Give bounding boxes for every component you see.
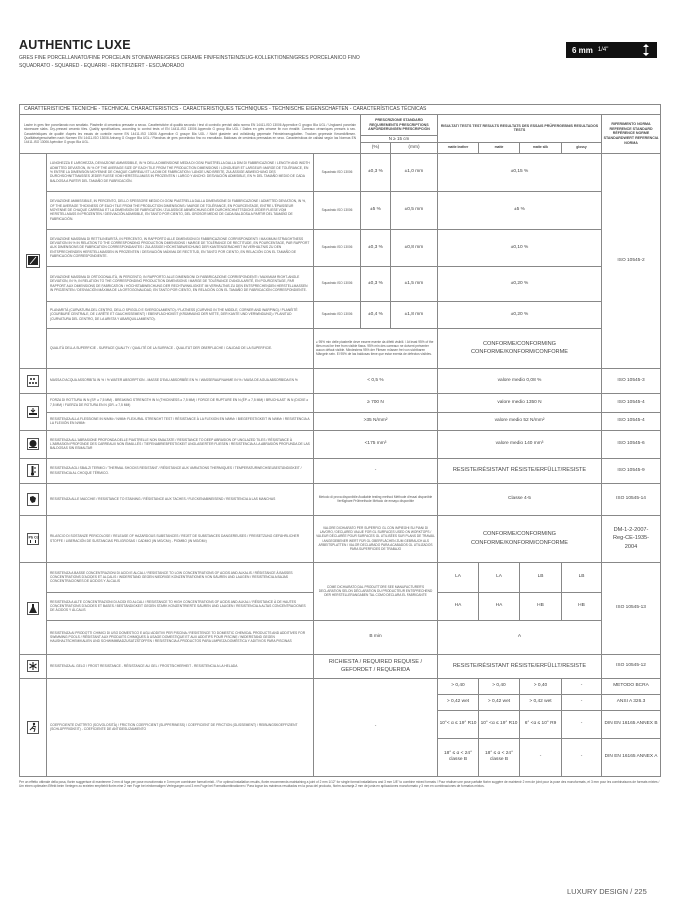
reference: ISO 10545-6 bbox=[602, 430, 661, 458]
table-title: CARATTERISTICHE TECNICHE - TECHNICAL CHARACTERISTICS - CARACTERISTIQUES TECHNIQUES - TECHNISCHE EIGENSCHAFTEN - CARACTERÍSTICAS TÉCNICAS bbox=[20, 105, 661, 115]
reference: ISO 10545-13 bbox=[602, 562, 661, 654]
pct-value: ±0,3 % bbox=[361, 229, 391, 266]
standard: <175 mm³ bbox=[314, 430, 438, 458]
standard: RICHIESTA / REQUIRED REQUISE / GEFORDET / REQUERIDA bbox=[314, 654, 438, 678]
standard: >35 N/mm² bbox=[314, 412, 438, 430]
table-row bbox=[20, 562, 661, 592]
result-value: valore medio 0,08 % bbox=[438, 368, 602, 393]
standard: Squadrato ISO 13006 bbox=[314, 301, 361, 328]
size-condition: N ≥ 15 cm bbox=[361, 136, 438, 143]
reference: DIN EN 16165 ANNEX B bbox=[602, 710, 661, 738]
result-value: - bbox=[520, 738, 562, 776]
table-row bbox=[20, 328, 661, 368]
table-row bbox=[20, 620, 661, 654]
desc-low-acids: RESISTENZA A BASSE CONCENTRAZIONI DI ACIDI E ALCALI / RESISTANCE TO LOW CONCENTRATIONS OF ACIDS AND ALKALIS / RÉSISTANCE À BASSES CONCENTRATIONS D'ACIDES ET ALCALIS / WIDERSTAND GEGEN NIEDRIGE KONZENTRATIONEN VON SÄUREN UND LAUGEN / RESISTENCIA A BAJAS CONCENTRACIONES DE ÁCIDOS Y ÁLCALIS bbox=[47, 562, 314, 592]
table-row bbox=[20, 191, 661, 229]
reference: ISO 10545-4 bbox=[602, 393, 661, 412]
standard: < 0,5 % bbox=[314, 368, 438, 393]
result-value: > 0,40 bbox=[438, 678, 479, 694]
table-row bbox=[20, 483, 661, 515]
thickness-badge bbox=[566, 42, 657, 58]
result-value: HB bbox=[562, 592, 602, 620]
result-value: 18° ≤ α < 24° classe B bbox=[479, 738, 520, 776]
result-value: 10° <α ≤ 19° R10 bbox=[479, 710, 520, 738]
finish-matte: matte bbox=[479, 142, 520, 153]
table-row bbox=[20, 678, 661, 694]
table-row bbox=[20, 301, 661, 328]
desc-length-width: LUNGHEZZA E LARGHEZZA, DEVIAZIONE AMMISSIBILE, IN % DELLA DIMENSIONE MEDIA DI OGNI PIASTRELLA DALLA DIM DI FABBRICAZIONE / LENGTH AND WIDTH ADMITTED DEVIATION, IN % OF THE AVERAGE SIZE OF EACH TILE FROM THE PRODUCTION DIMENSIONS / LONGUEUR ET LARGEUR: MARGE DE TOLÉRANCE, EN % ENTRE LA DIMENSION MOYENNE DE CHAQUE CARREAU ET LA DIM DE FABRICATION / LÄNGE UND BREITE, ZULÄSSIGE ABWEICHUNG DES DURCHSCHNITTMASSES JEDER FLIESE VOM HERSTELLMASS IN PROZENTEN / LARGO Y ANCHO: DESVIACIÓN ADMISIBLE, EN % DEL TAMAÑO MEDIO DE CADA BALDOSA A PARTIR DEL TAMAÑO DE FABRICACIÓN. bbox=[47, 153, 314, 191]
results-header: RISULTATI TESTS TEST RESULTS RESULTATS DES ESSAIS PRÜFERGEBNIS RESULTADOS TESTS bbox=[438, 115, 602, 143]
pct-value: ±0,3 % bbox=[361, 266, 391, 301]
desc-thickness: DEVIAZIONE AMMISSIBILE, IN PERCENTO, DELLO SPESSORE MEDIO DI OGNI PIASTRELLA DALLA DIMENSIONE DI FABBRICAZIONE / ADMITTED DEVIATION, IN %, OF THE AVERAGE THICKNESS OF EACH TILE FROM THE PRODUCTION DIMENSIONS / MARGE DE TOLÉRANCE, EN POURCENTAGE, ENTRE L'ÉPAISSEUR MOYENNE DE CHAQUE CARREAU ET LA DIMENSION DE FABRICATION / ZULÄSSIGE ABWEICHUNG DER DURCHSCHNITTSDICKE JEDER FLIESE VOM HERSTELLMASS IN PROZENTEN / DESVIACIÓN ADMISIBLE, EN TANTO POR CIENTO, DEL GROSOR MEDIO DE CADA BALDOSA A PARTIR DEL TAMAÑO DE FABRICACIÓN. bbox=[47, 191, 314, 229]
result-value: > 0,40 bbox=[520, 678, 562, 694]
reference: METODO BCRA bbox=[602, 678, 661, 694]
result-value: > 0,42 wet bbox=[520, 694, 562, 710]
desc-hazardous-substances: RILASCIO DI SOSTANZE PERICOLOSE / RELEASE OF HAZARDOUS SUBSTANCES / REJET DE SUBSTANCES DANGEREUSES / FREISETZUNG GEFÄHRLICHER STOFFE / LIBERACIÓN DE SUSTANCIAS PELIGROSAS / CADMIO (IN MG/CM²) - PIOMBO (IN MG/DM²) bbox=[47, 515, 314, 562]
thickness-mm: 6 mm bbox=[572, 45, 593, 55]
standard: - bbox=[314, 678, 438, 776]
mm-value: ±0,5 mm bbox=[391, 191, 438, 229]
result-value: LB bbox=[520, 562, 562, 592]
svg-text:Pb Cd: Pb Cd bbox=[28, 535, 39, 540]
product-subtitle: GRES FINE PORCELLANATO/FINE PORCELAIN STONEWARE/GRES CERAME FIN/FEINSTEINZEUG-KOLLEKTIONEN/GRES PORCELANICO FINO bbox=[19, 55, 360, 61]
snowflake-icon bbox=[20, 654, 47, 678]
product-edge-type: SQUADRATO - SQUARED - EQUARRI - REKTIFIZIERT - ESCUADRADO bbox=[19, 63, 185, 69]
col-mm: (mm) bbox=[391, 142, 438, 153]
pct-value: ±0,3 % bbox=[361, 153, 391, 191]
intro-text: Lastre in gres fine porcellanato non smaltato. Piastrelle di ceramica pressate a secco. Caratteristiche di qualità secondo i test di controllo previsti dalla norma EN 14411-ISO 13006 Appendice G gruppo BIa UGL / Unglazed porcelain stoneware slabs. Dry-pressed ceramic tiles. Quality specifications, according to control tests of EN 14411-ISO 13006 Appendix G group BIa UGL / Dalles en grès cérame fin non émaillé. Carreaux céramiques pressés à sec. Caractéristiques de qualité d'après les essais de contrôle norme EN 14411-ISO 13006 Appendice G groupe BIa UGL / Nicht glasierte und vollständig gepresste Feinsteinzeugplatten. Trocken gepresste Keramikfliesen. Qualitätseigenschaften nach Normen EN 14411-ISO 13006 Anhang G Gruppe BIa UGL / Planchas de gres porcelánico fino no esmaltado. Baldosas de cerámica prensadas en seco. Características de calidad según las Normas EN 14411-ISO 13006 Apéndice G grupo BIa UGL. bbox=[20, 115, 361, 154]
breaking-strength-icon bbox=[20, 393, 47, 430]
mm-value: ±1,0 mm bbox=[391, 153, 438, 191]
table-row bbox=[20, 266, 661, 301]
result-value: 10°< α ≤ 19° R10 bbox=[438, 710, 479, 738]
standard: Squadrato ISO 13006 bbox=[314, 229, 361, 266]
finish-matte-silk: matte silk bbox=[520, 142, 562, 153]
table-row bbox=[20, 412, 661, 430]
result-value: valore medio 1350 N bbox=[438, 393, 602, 412]
standard: Squadrato ISO 13006 bbox=[314, 191, 361, 229]
result-value: 6° <α ≤ 10° R9 bbox=[520, 710, 562, 738]
desc-deep-abrasion: RESISTENZA ALL'ABRASIONE PROFONDA DELLE PIASTRELLE NON SMALTATE / RESISTANCE TO DEEP ABRASION OF UNGLAZED TILES / RÉSISTANCE À L'ABRASION PROFONDE DES CARREAUX NON ÉMAILLÉS / TIEFENABRIEBFESTIGKEIT UNGLASIERTER FLIESEN / RESISTENCIA A LA ABRASIÓN PROFUNDA DE LAS BALDOSAS SIN ESMALTAR bbox=[47, 430, 314, 458]
result-value: > 0,40 bbox=[479, 678, 520, 694]
table-row bbox=[20, 515, 661, 562]
mm-value: ±0,8 mm bbox=[391, 229, 438, 266]
result-value: ±0,10 % bbox=[438, 229, 602, 266]
table-row bbox=[20, 393, 661, 412]
table-row bbox=[20, 153, 661, 191]
thickness-arrow-icon bbox=[643, 44, 649, 56]
standard: VALORE DICHIARATO PER SUPERFICI GL CON IMPIEGHI SU PIANI DI LAVORO / DECLARED VALUE FOR GL SURFACES USED ON WORKTOPS / VALEUR DÉCLARÉE POUR SURFACES GL UTILISÉES SUR PLANS DE TRAVAIL / ANGEGEBENER WERT FÜR GL OBERFLÄCHEN ZUM GEBRAUCH ALS ARBEITSPLATTEN / VALOR DECLARADO PARA ACABADOS GL UTILIZADOS PARA SUPERFICIES DE TRABAJO bbox=[314, 515, 438, 562]
standard: Metodo di prova disponibile Available testing method Méthode d'essai disponible Verfügbare Prüfmethode Método de ensayo disponible bbox=[314, 483, 438, 515]
installation-footnote: Per un effetto ottimale della posa, florim suggerisce di mantenere 2 mm di fuga per pose monoformato e 3 mm per combinare formati misti. / For optimal installation results, florim recommends maintaining a joint of 2 mm 1/12" for single format installations and 3 mm 1/8" to combine mixed formats / Pour réaliser une pose parfaite florim suggère de maintenir 2 mm de joint pour la pose des monoformats, et 3 mm pour les combinaisons de formats mixtes / Um einen optimalen Effekt beim Verlegen zu erzielen empfiehlt florim eine 2 mm Fuge bei einformatigen Verlegungen und 3 mm Fuge bei Formatkombinationen / Para lograr los máximos resultados en la posa del producto, florim aconseja 2 mm de junta en aplicaciones monoformato y 3 mm en combinaciones de formatos mixtos. bbox=[19, 780, 660, 789]
reference: DM-1-2-2007-Reg-CE-1935-2004 bbox=[602, 515, 661, 562]
standard: B min bbox=[314, 620, 438, 654]
thickness-inches: 1/4" bbox=[597, 47, 609, 53]
result-value: 18° ≤ α < 24° classe B bbox=[438, 738, 479, 776]
desc-orthogonality: DEVIAZIONE MASSIMA DI ORTOGONALITÀ, IN PERCENTO, IN RAPPORTO ALLE DIMENSIONI DI FABBRICAZIONE CORRISPONDENTI / MAXIMUM RIGHT-ANGLE DEVIATION, IN %, IN RELATION TO THE CORRESPONDING PRODUCTION DIMENSIONS / MARGE DE TOLÉRANCE D'ANGULARITÉ, EN POURCENTAGE, PAR RAPPORT AUX DIMENSIONS DE FABRICATION / HÖCHSTABWEICHUNG DER RECHTWINKLIGKEIT IM VERHÄLTNIS ZU DEN ENTSPRECHENDEN HERSTELLMASSEN IN PROZENTEN / DESVIACIÓN MÁXIMA DE LA ORTOGONALIDAD, EN TANTO POR CIENTO, EN RELACIÓN CON EL TAMAÑO DE FABRICACIÓN CORRESPONDIENTE. bbox=[47, 266, 314, 301]
reference: ISO 10545-4 bbox=[602, 412, 661, 430]
pb-cd-icon bbox=[20, 515, 47, 562]
result-value: ±0,20 % bbox=[438, 301, 602, 328]
col-pct: (%) bbox=[361, 142, 391, 153]
desc-flatness: PLANARITÀ (CURVATURA DEL CENTRO, DELLO SPIGOLO E SVERGOLAMENTO) / FLATNESS (CURVING IN THE MIDDLE, CORNER AND WARPING) / PLANÉITÉ (COURBURE CENTRALE, DE L'ARÊTE ET GAUCHISSEMENT) / EBENFLÄCHIGKEIT (KRÜMMUNG DER MITTE, DER KANTE UND VERWINDUNG) / PLANITUD (CURVATURA DEL CENTRO, DE LA ARISTA Y ABARQUILLAMIENTO). bbox=[47, 301, 314, 328]
result-value: > 0,42 wet bbox=[479, 694, 520, 710]
result-value: Classe 4-5 bbox=[438, 483, 602, 515]
finish-glossy: glossy bbox=[562, 142, 602, 153]
desc-straightness: DEVIAZIONE MASSIMA DI RETTILINEARITÀ, IN PERCENTO, IN RAPPORTO ALLE DIMENSIONI DI FABBRICAZIONE CORRISPONDENTI / MAXIMUM STRAIGHTNESS DEVIATION IN % IN RELATION TO THE CORRESPONDING PRODUCTION DIMENSIONS / MARGE DE TOLÉRANCE DE RECTITUDE, EN POURCENTAGE, PAR RAPPORT AUX DIMENSIONS DE FABRICATION CORRESPONDANTES / ZULÄSSIGE HÖCHSTABWEICHUNG DER KANTENGERADHEIT IM VERHÄLTNIS ZU DEN ENTSPRECHENDEN HERSTELLMASSEN IN PROZENTEN / DESVIACIÓN MÁXIMA DE RECTITUD, EN TANTO POR CIENTO, EN RELACIÓN CON EL TAMAÑO DE FABRICACIÓN CORRESPONDIENTE. bbox=[47, 229, 314, 266]
standard: - bbox=[314, 458, 438, 483]
reference-header: RIFERIMENTO NORMA REFERENCE STANDARD RÉFÉRENCE NORME STANDARDWERT REFERENCIA NORMA bbox=[602, 115, 661, 154]
result-value: - bbox=[562, 694, 602, 710]
standard: Squadrato ISO 13006 bbox=[314, 266, 361, 301]
result-value: HA bbox=[438, 592, 479, 620]
result-value: LA bbox=[438, 562, 479, 592]
stain-icon bbox=[20, 483, 47, 515]
result-value: ±0,15 % bbox=[438, 153, 602, 191]
finish-matte-leather: matte leather bbox=[438, 142, 479, 153]
reference: ISO 10545-14 bbox=[602, 483, 661, 515]
result-value: HB bbox=[520, 592, 562, 620]
result-value: > 0,42 wet bbox=[438, 694, 479, 710]
thermometer-icon bbox=[20, 458, 47, 483]
page-label: LUXURY DESIGN / 225 bbox=[567, 887, 647, 896]
table-row bbox=[20, 430, 661, 458]
result-value: ±5 % bbox=[438, 191, 602, 229]
reference: ISO 10545-3 bbox=[602, 368, 661, 393]
result-value: - bbox=[562, 710, 602, 738]
reference: ANSI A 326.3 bbox=[602, 694, 661, 710]
result-value: LA bbox=[479, 562, 520, 592]
pct-value: ±5 % bbox=[361, 191, 391, 229]
desc-friction: COEFFICIENTE D'ATTRITO (SCIVOLOSITÀ) / FRICTION COEFFICIENT (SLIPPERINESS) / COEFFICIENT DE FRICTION (GLISSEMENT) / REIBUNGSKOEFFIZIENT (SCHLÜPFRIGKEIT) - COEFICIENTE DE ANTIDESLIZAMIENTO bbox=[47, 678, 314, 776]
reference: ISO 10545-2 bbox=[602, 153, 661, 368]
result-value: - bbox=[562, 738, 602, 776]
standard: ≥ 95% min delle piastrelle deve essere esente da difetti visibili. / At least 95% of the tiles must be free from visible flaws. 95% min des carreaux ne doivent présenter aucun défaut visible. Mindestens 95% der Fliesen müssen frei von sichtbaren Mängeln sein. El 95% de las baldosas tiene que estar exenta de defectos visibles. bbox=[314, 328, 438, 368]
desc-household-chemicals: RESISTENZA AI PRODOTTI CHIMICI DI USO DOMESTICO E AGLI ADDITIVI PER PISCINA / RESISTENCE TO DOMESTIC CHEMICAL PRODUCTS AND ADDITIVES FOR SWIMMING POOLS / RÉSISTANT AUX PRODUITS CHIMIQUES À USAGE DOMESTIQUE ET AUX ADDITIFS POUR PISCINE / WIDERSTAND GEGEN HAUSHALTSCHEMIKALIEN UND SCHWIMMBADZUSATZSTOFFEN / RESISTENCIA A PRODUCTOS PARA LIMPIEZA DOMÉSTICA Y ADITIVOS PARA PISCINAS bbox=[47, 620, 314, 654]
reference: ISO 10545-12 bbox=[602, 654, 661, 678]
result-value: RESISTE/RÉSISTANT RÉSISTE/ERFÜLLT/RESISTE bbox=[438, 654, 602, 678]
flask-icon bbox=[20, 562, 47, 654]
desc-high-acids: RESISTENZA A ALTE CONCENTRAZIONI DI ACIDI ED ALCALI / RESISTANCE TO HIGH CONCENTRATIONS OF ACIDS AND ALKALI / RÉSISTANCE À DE HAUTES CONCENTRATIONS D'ACIDES ET BASES / BESTÄNDIGKEIT GEGEN STARK KONZENTRIERTE SÄUREN UND LAUGEN / RESISTENCIA A ALTAS CONCENTRACIONES DE ÁCIDOS Y ÁLCALIS bbox=[47, 592, 314, 620]
table-row bbox=[20, 368, 661, 393]
standard: Squadrato ISO 13006 bbox=[314, 153, 361, 191]
reference: ISO 10545-9 bbox=[602, 458, 661, 483]
dimension-icon bbox=[20, 153, 47, 368]
standard: ≥ 700 N bbox=[314, 393, 438, 412]
mm-value: ±1,5 mm bbox=[391, 266, 438, 301]
water-drops-icon bbox=[20, 368, 47, 393]
table-row bbox=[20, 654, 661, 678]
table-row bbox=[20, 229, 661, 266]
technical-characteristics-table bbox=[19, 104, 661, 777]
desc-thermal-shock: RESISTENZA AGLI SBALZI TERMICI / THERMAL SHOCKS RESISTANT / RÉSISTANCE AUX VARIATIONS THERMIQUES / TEMPERATURWECHSELBESTÄNDIGKEIT / RESISTENCIA AL CHOQUE TÉRMICO. bbox=[47, 458, 314, 483]
result-value: ±0,20 % bbox=[438, 266, 602, 301]
standard: COME DICHIARATO DAL PRODUTTORE SEE MANUFACTURER'S DECLARATION SELON DÉCLARATION DU PRODUCTEUR ENTSPRECHEND DER HERSTELLERANGABEN TAL COMO DECLARA EL FABRICANTE bbox=[314, 562, 438, 620]
product-title: AUTHENTIC LUXE bbox=[19, 38, 131, 52]
result-value: HA bbox=[479, 592, 520, 620]
result-value: LB bbox=[562, 562, 602, 592]
desc-frost: RESISTENZA AL GELO / FROST RESISTANCE - RÉSISTANCE AU GEL / FROSTSICHERHEIT - RESISTENCIA A LA HELADA bbox=[47, 654, 314, 678]
result-value: - bbox=[562, 678, 602, 694]
prescription-header: PRESCRIZIONE STANDARD REQUIREMENTS PRESCRIPTIONS ANFORDERUNGEN PRESCRIPCIÓN bbox=[361, 115, 438, 136]
abrasion-icon bbox=[20, 430, 47, 458]
desc-breaking-strength: FORZA DI ROTTURA IN N (SP. ≥ 7,5 MM) - BREAKING STRENGTH IN N (THICKNESS ≥ 7,5 MM) / FORCE DE RUPTURE EN N (ÉP. ≥ 7,5 MM) / BRUCHLAST IN N (DICKE ≥ 7,5 MM) / FUERZA DE ROTURA EN N (GR. ≥ 7,5 MM) bbox=[47, 393, 314, 412]
slip-person-icon bbox=[20, 678, 47, 776]
desc-staining: RESISTENZA ALLE MACCHIE / RESISTANCE TO STAINING / RÉSISTANCE AUX TACHES / FLECKENABWEISEND / RESISTENCIA A LAS MANCHAS bbox=[47, 483, 314, 515]
desc-water-absorption: MASSA D'ACQUA ASSORBITA IN % / % WATER ABSORPTION - MASSE D'EAU ABSORBÉE EN % / WASSERAUFNAHME IN % / MASA DE AGUA ABSORBIDA EN % bbox=[47, 368, 314, 393]
result-value: RESISTE/RÉSISTANT RÉSISTE/ERFÜLLT/RESISTE bbox=[438, 458, 602, 483]
mm-value: ±1,8 mm bbox=[391, 301, 438, 328]
desc-surface-quality: QUALITÀ DELLA SUPERFICIE - SURFACE QUALITY / QUALITÉ DE LA SURFACE - QUALITÄT DER OBERFLÄCHE / CALIDAD DE LA SUPERFICIE. bbox=[47, 328, 314, 368]
result-value: valore medio 140 mm³ bbox=[438, 430, 602, 458]
result-value: A bbox=[438, 620, 602, 654]
result-value: valore medio 52 N/mm² bbox=[438, 412, 602, 430]
result-value: CONFORME/CONFORMING CONFORME/KONFORM/CONFORME bbox=[438, 328, 602, 368]
result-value: CONFORME/CONFORMING CONFORME/KONFORM/CONFORME bbox=[438, 515, 602, 562]
table-row bbox=[20, 458, 661, 483]
reference: DIN EN 16165 ANNEX A bbox=[602, 738, 661, 776]
desc-flexural-strength: RESISTENZA ALLA FLESSIONE IN N/MM² / N/MM² FLEXURAL STRENGHT TEST / RÉSISTANCE À LA FLEXION EN N/MM² / BIEGEFESTIGKEIT IN N/MM² / RESISTENCIA A LA FLEXIÓN EN N/MM² bbox=[47, 412, 314, 430]
pct-value: ±0,4 % bbox=[361, 301, 391, 328]
